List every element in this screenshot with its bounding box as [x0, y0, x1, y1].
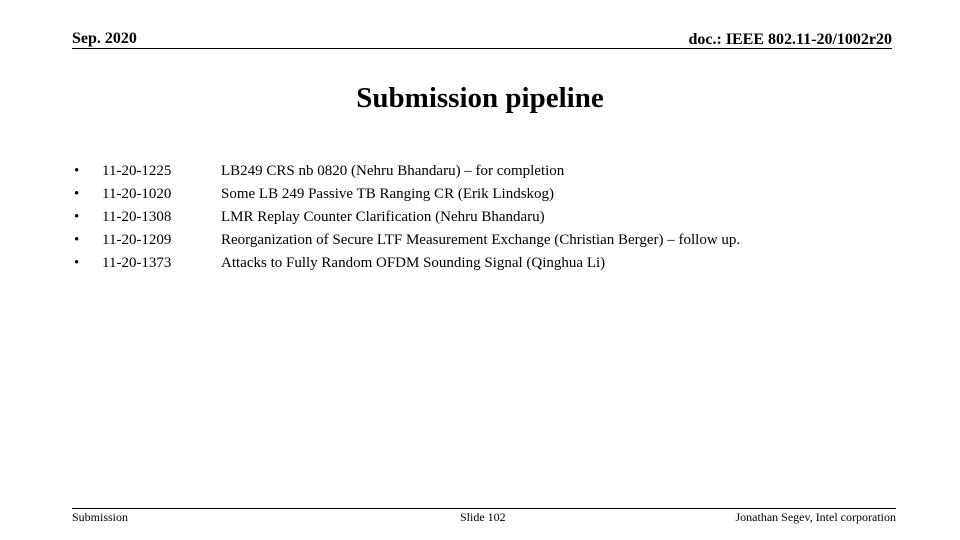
document-number: 11-20-1225 [102, 163, 172, 179]
header-doc-id: doc.: IEEE 802.11-20/1002r20 [688, 31, 892, 48]
document-number: 11-20-1020 [102, 186, 172, 202]
bullet-icon: • [74, 232, 80, 248]
footer-divider [72, 508, 896, 509]
document-number: 11-20-1373 [102, 255, 172, 271]
document-number: 11-20-1209 [102, 232, 172, 248]
footer-submission-label: Submission [72, 510, 129, 524]
footer-author: Jonathan Segev, Intel corporation [735, 510, 896, 524]
header-divider [72, 48, 892, 49]
footer-slide-number: Slide 102 [460, 510, 506, 524]
slide-title: Submission pipeline [356, 82, 604, 114]
document-description: Attacks to Fully Random OFDM Sounding Signal (Qinghua Li) [221, 255, 606, 271]
document-description: Some LB 249 Passive TB Ranging CR (Erik Lindskog) [221, 186, 555, 202]
bullet-icon: • [74, 209, 80, 225]
document-description: LB249 CRS nb 0820 (Nehru Bhandaru) – for completion [221, 163, 565, 179]
document-number: 11-20-1308 [102, 209, 172, 225]
bullet-icon: • [74, 255, 80, 271]
document-description: LMR Replay Counter Clarification (Nehru Bhandaru) [221, 209, 545, 225]
document-description: Reorganization of Secure LTF Measurement Exchange (Christian Berger) – follow up. [221, 232, 741, 248]
header-date: Sep. 2020 [72, 30, 137, 47]
bullet-icon: • [74, 186, 80, 202]
bullet-icon: • [74, 163, 80, 179]
